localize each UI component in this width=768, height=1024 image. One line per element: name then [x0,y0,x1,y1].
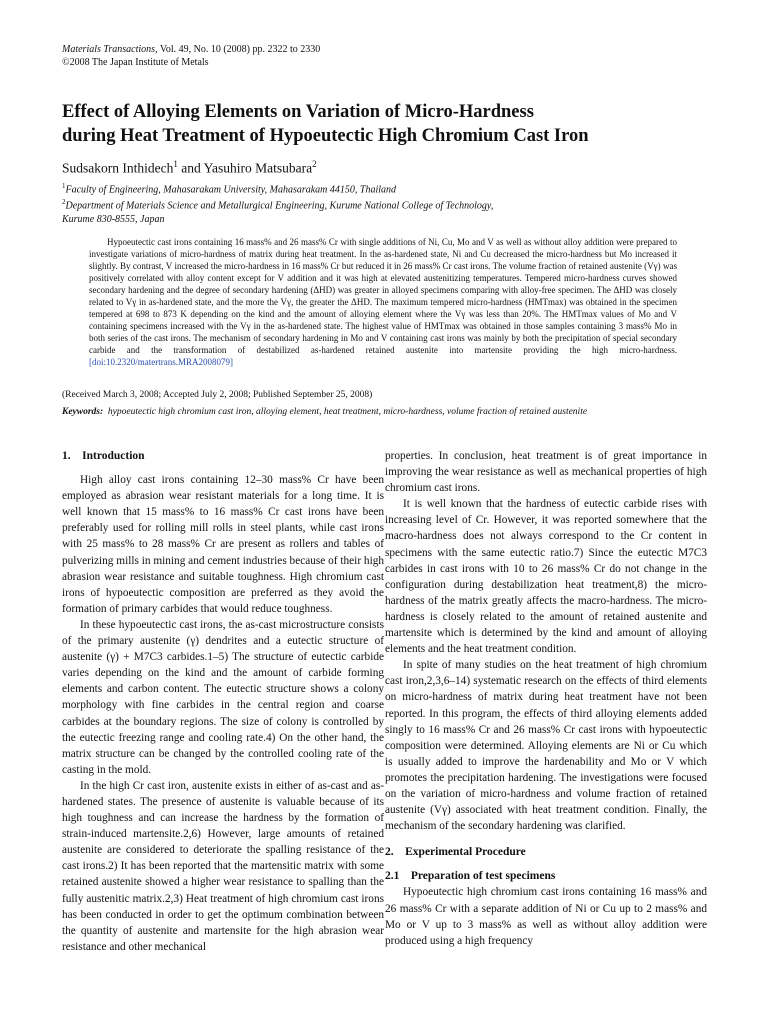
journal-header [62,43,320,69]
affiliation-1-mark: 1 [62,182,66,190]
keywords [62,406,722,418]
right-column [385,448,707,949]
keywords-list: hypoeutectic high chromium cast iron, alloying element, heat treatment, micro-hardness, volume fraction of retained austenite [107,407,588,417]
paper-title [62,100,722,148]
received-dates: (Received March 3, 2008; Accepted July 2, 2008; Published September 25, 2008) [62,390,373,400]
author-1-affil-mark: 1 [173,159,178,169]
citation-details: , Vol. 49, No. 10 (2008) pp. 2322 to 2330 [155,44,321,55]
abstract [89,236,677,368]
author-1: Sudsakorn Inthidech [62,160,174,176]
keywords-label: Keywords: [62,407,104,417]
section-2-heading: 2. Experimental Procedure [385,846,526,859]
author-2: Yasuhiro Matsubara [203,160,313,176]
author-2-affil-mark: 2 [312,159,317,169]
paragraph: High alloy cast irons containing 12–30 mass% Cr have been employed as abrasion wear resistant materials for a long time. It is well known that 15 mass% to 16 mass% Cr cast irons have been preferably used for rolling mill rolls in steel plants, while cast irons with 25 mass% to 28 mass% Cr are present as rollers and tables of pulverizing mills in mining and cement industries because of their high abrasion wear resistance and suitable toughness. High chromium cast irons of hypoeutectic composition are preferred as they avoid the formation of primary carbides that would reduce toughness. [62,474,384,615]
author-list [62,155,317,178]
affiliation-1 [62,180,722,196]
copyright-line: ©2008 The Japan Institute of Metals [62,57,209,68]
paragraph: In these hypoeutectic cast irons, the as-cast microstructure consists of the primary austenite (γ) dendrites and a eutectic structure of austenite (γ) + M7C3 carbides.1–5) The structure of eutectic carbide varies depending on the kind and the amount of carbide forming elements and carbon content. The eutectic structure shows a colony morphology with fine carbides in the central region and coarse carbides at the boundary regions. The size of colony is controlled by the eutectic freezing range and cooling rate.4) On the other hand, the matrix structure can be changed by the controlled cooling rate of the casting in the mold. [62,618,384,776]
section-1-heading: 1. Introduction [62,450,145,462]
title-line-2: during Heat Treatment of Hypoeutectic High Chromium Cast Iron [62,126,589,146]
affiliation-1-text: Faculty of Engineering, Mahasarakam University, Mahasarakam 44150, Thailand [65,184,397,196]
paragraph: In the high Cr cast iron, austenite exists in either of as-cast and as-hardened states. The presence of austenite is valuable because of its high toughness and can increase the hardness by the formation of strain-induced martensite.2,6) However, large amounts of retained austenite are considered to deteriorate the spalling resistance of the cast irons.2) It has been reported that the martensitic matrix with some retained austenite showed a higher wear resistance to spalling than the fully austenitic matrix.2,3) Heat treatment of high chromium cast irons has been conducted in order to get the optimum combination between the quantity of austenite and martensite for the high abrasion wear resistance and other mechanical [62,779,384,953]
doi-link[interactable]: [doi:10.2320/matertrans.MRA2008079] [89,357,233,367]
subsection-2-1-heading: 2.1 Preparation of test specimens [385,870,556,883]
title-line-1: Effect of Alloying Elements on Variation of Micro-Hardness [62,102,534,122]
paragraph: Hypoeutectic high chromium cast irons containing 16 mass% and 26 mass% Cr with a separate addition of Ni or Cu up to 2 mass% and Mo or V up to 3 mass% as well as without alloy addition were produced using a high frequency [385,886,707,947]
paragraph: properties. In conclusion, heat treatment is of great importance in improving the wear resistance as well as mechanical properties of high chromium cast irons. [385,450,707,495]
affiliation-2-line-2: Kurume 830-8555, Japan [62,213,165,225]
left-column [62,448,384,955]
affiliations [62,180,722,226]
affiliation-2 [62,196,722,212]
paragraph: It is well known that the hardness of eutectic carbide rises with increasing level of Cr. However, it was reported somewhere that the macro-hardness does not always correspond to the Cr content in specimens with the same eutectic ratio.7) Since the eutectic M7C3 carbides in cast irons with 10 to 26 mass% Cr do not change in the configuration during destabilization heat treatment,8) the micro-hardness of the matrix greatly affects the macro-hardness. The micro-hardness is closely related to the amount of retained austenite and martensite which is determined by the kind and amount of alloying elements and the heat treatment condition. [385,498,707,656]
paragraph: In spite of many studies on the heat treatment of high chromium cast iron,2,3,6–14) systematic research on the effects of third elements on micro-hardness of matrix during heat treatment have not been reported. In this program, the effects of third alloying elements added singly to 16 mass% Cr and 26 mass% Cr cast irons with hypoeutectic composition were determined. Alloying elements are Ni or Cu which is usually added to improve the hardenability and Mo or V which promotes the precipitation hardening. The investigations were focused on the variation of micro-hardness and volume fraction of retained austenite (Vγ) associated with heat treatment condition. Finally, the mechanism of the secondary hardening was clarified. [385,659,707,833]
abstract-text: Hypoeutectic cast irons containing 16 mass% and 26 mass% Cr with single additions of Ni, Cu, Mo and V as well as without alloy addition were prepared to investigate variations of micro-hardness of matrix during heat treatment. In the as-hardened state, Ni and Cu decreased the micro-hardness but Mo increased it slightly. By contrast, V increased the micro-hardness in 16 mass% Cr but reduced it in 26 mass% Cr cast irons. The volume fraction of retained austenite (Vγ) was positively correlated with alloy content except for V addition and it was high at elevated austenitizing temperatures. Tempered micro-hardness curves showed secondary hardening and the degree of secondary hardening (ΔHD) was greater in alloyed specimens comparing with alloy-free specimen. The ΔHD was closely related to Vγ in as-hardened state, and the more the Vγ, the greater the ΔHD. The maximum tempered micro-hardness (HMTmax) was obtained in the specimen tempered at 698 to 873 K depending on the kind and the amount of alloying element where the Vγ was less than 20%. The HMTmax values of Mo and V containing specimens increased with the Vγ in the as-hardened state. The highest value of HMTmax was obtained in those samples containing 3 mass% Mo in both series of the cast irons. The mechanism of secondary hardening in Mo and V containing cast irons was mainly by both the precipitation of special secondary carbide and the transformation of destabilized as-hardened retained austenite into martensite providing the high micro-hardness. [89,237,677,355]
affiliation-2-mark: 2 [62,198,66,207]
journal-citation [62,43,320,56]
journal-name: Materials Transactions [62,44,156,55]
affiliation-2-text: Department of Materials Science and Metallurgical Engineering, Kurume National College of Technology, [65,200,494,212]
author-conjunction: and [177,160,204,176]
